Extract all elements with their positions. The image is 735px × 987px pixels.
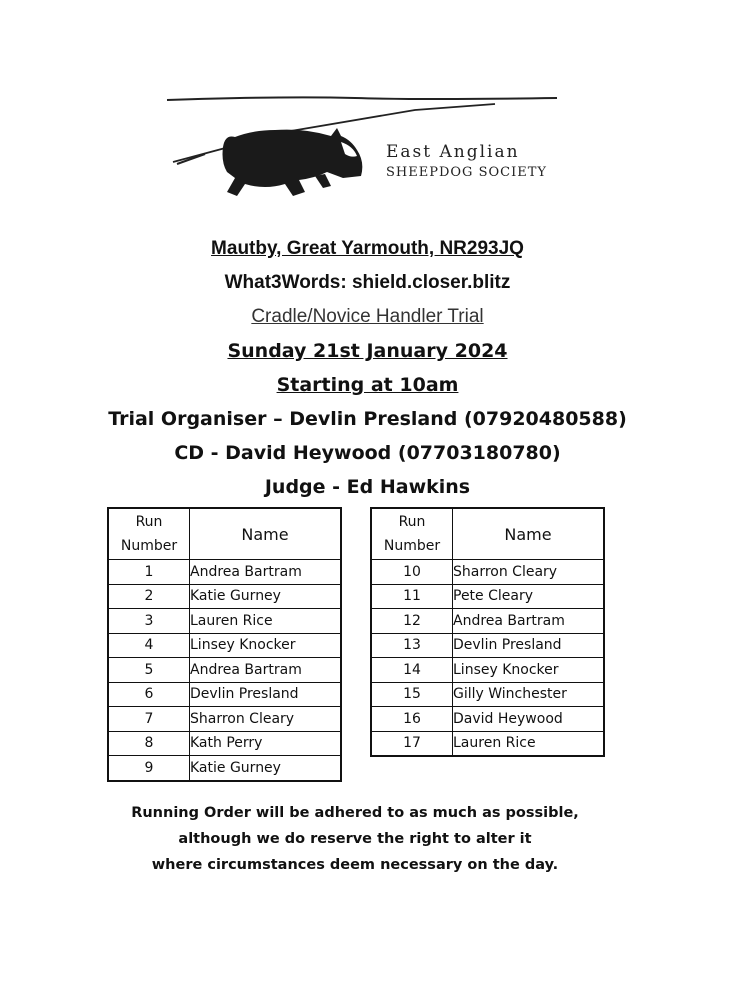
table-row <box>371 560 604 585</box>
running-order-note <box>0 800 710 878</box>
handler-name: Katie Gurney <box>190 756 342 781</box>
event-date: Sunday 21st January 2024 <box>227 340 508 362</box>
note-line-2: although we do reserve the right to alter it <box>178 831 532 847</box>
run-number: 14 <box>371 658 453 683</box>
run-number: 12 <box>371 609 453 634</box>
table-row <box>371 584 604 609</box>
what3words: What3Words: shield.closer.blitz <box>224 272 511 293</box>
table-row <box>371 707 604 732</box>
handler-name: Kath Perry <box>190 731 342 756</box>
run-number: 6 <box>108 682 190 707</box>
handler-name: Devlin Presland <box>453 633 605 658</box>
run-number: 11 <box>371 584 453 609</box>
handler-name: Linsey Knocker <box>190 633 342 658</box>
running-order-table-right <box>370 507 605 757</box>
course-director: CD - David Heywood (07703180780) <box>174 442 561 464</box>
run-number: 3 <box>108 609 190 634</box>
society-name-line1: East Anglian <box>386 142 520 162</box>
table-row <box>108 658 341 683</box>
event-location: Mautby, Great Yarmouth, NR293JQ <box>211 238 524 259</box>
table-row <box>108 756 341 781</box>
trial-organiser: Trial Organiser – Devlin Presland (07920480588) <box>108 408 627 430</box>
table-row <box>108 682 341 707</box>
trial-type: Cradle/Novice Handler Trial <box>251 306 484 327</box>
handler-name: Andrea Bartram <box>190 658 342 683</box>
run-number: 2 <box>108 584 190 609</box>
name-header: Name <box>453 508 605 560</box>
handler-name: Pete Cleary <box>453 584 605 609</box>
handler-name: Sharron Cleary <box>190 707 342 732</box>
handler-name: Sharron Cleary <box>453 560 605 585</box>
handler-name: David Heywood <box>453 707 605 732</box>
event-header <box>0 232 735 504</box>
table-row <box>371 633 604 658</box>
handler-name: Gilly Winchester <box>453 682 605 707</box>
table-row <box>371 658 604 683</box>
run-number: 13 <box>371 633 453 658</box>
table-row <box>371 682 604 707</box>
run-number: 15 <box>371 682 453 707</box>
run-number: 17 <box>371 731 453 756</box>
handler-name: Andrea Bartram <box>453 609 605 634</box>
table-row <box>371 609 604 634</box>
judge: Judge - Ed Hawkins <box>264 476 471 498</box>
table-row <box>108 609 341 634</box>
run-number-header: Run Number <box>108 508 190 560</box>
handler-name: Katie Gurney <box>190 584 342 609</box>
run-number-header: Run Number <box>371 508 453 560</box>
run-number: 1 <box>108 560 190 585</box>
run-number: 8 <box>108 731 190 756</box>
running-order-table-left <box>107 507 342 782</box>
start-time: Starting at 10am <box>276 374 459 396</box>
run-number: 9 <box>108 756 190 781</box>
run-number: 10 <box>371 560 453 585</box>
handler-name: Lauren Rice <box>190 609 342 634</box>
society-name-line2: SHEEPDOG SOCIETY <box>386 165 547 180</box>
handler-name: Devlin Presland <box>190 682 342 707</box>
note-line-1: Running Order will be adhered to as much as possible, <box>131 805 579 821</box>
handler-name: Andrea Bartram <box>190 560 342 585</box>
table-row <box>108 584 341 609</box>
table-row <box>108 633 341 658</box>
handler-name: Lauren Rice <box>453 731 605 756</box>
run-number: 7 <box>108 707 190 732</box>
note-line-3: where circumstances deem necessary on the day. <box>151 857 559 873</box>
name-header: Name <box>190 508 342 560</box>
table-row <box>108 560 341 585</box>
table-row <box>371 731 604 756</box>
run-number: 16 <box>371 707 453 732</box>
run-number: 5 <box>108 658 190 683</box>
table-row <box>108 707 341 732</box>
run-number: 4 <box>108 633 190 658</box>
table-row <box>108 731 341 756</box>
handler-name: Linsey Knocker <box>453 658 605 683</box>
